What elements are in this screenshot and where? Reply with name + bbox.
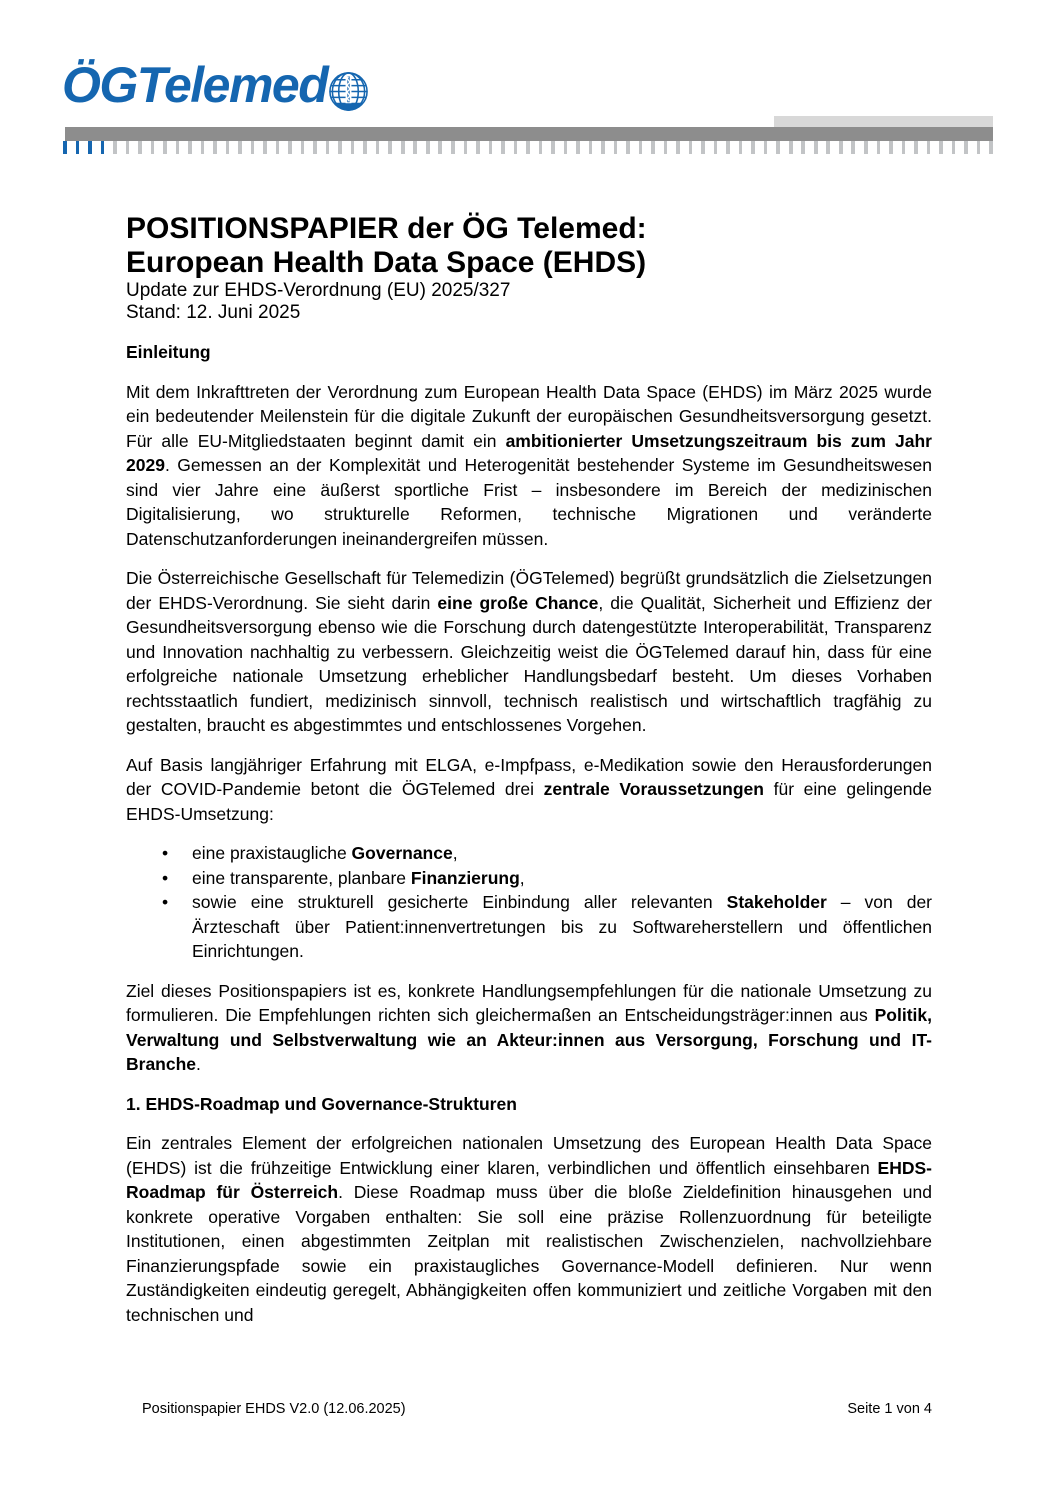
ruler-tick	[977, 141, 981, 154]
ruler-tick	[451, 141, 455, 154]
ruler-tick	[826, 141, 830, 154]
paragraph: Die Österreichische Gesellschaft für Telemedizin (ÖGTelemed) begrüßt grundsätzlich die Zielsetzungen der EHDS-Verordnung. Sie sieht darin eine große Chance, die Qualität, Sicherheit und Effizienz der Gesundheitsversorgung ebenso wie die Forschung durch datengestützte Interoperabilität, Transparenz und Innovation nachhaltig zu verbessern. Gleichzeitig weist die ÖGTelemed darauf hin, dass für eine erfolgreiche nationale Umsetzung erheblicher Handlungsbedarf besteht. Um dieses Vorhaben rechtsstaatlich fundiert, medizinisch sinnvoll, technisch realistisch und wirtschaftlich tragfähig zu gestalten, braucht es abgestimmtes und entschlossenes Vorgehen.	[126, 568, 932, 735]
subtitle-date: Stand: 12. Juni 2025	[126, 302, 301, 323]
ruler-tick	[138, 141, 142, 154]
ruler-tick	[263, 141, 267, 154]
ruler-tick	[927, 141, 931, 154]
list-item: • eine transparente, planbare Finanzierung,	[126, 866, 932, 891]
ruler-tick	[889, 141, 893, 154]
ruler-tick-blue	[101, 141, 105, 154]
ruler-tick	[338, 141, 342, 154]
ruler-tick	[276, 141, 280, 154]
ruler-tick	[639, 141, 643, 154]
ruler-tick	[388, 141, 392, 154]
title-line-1: POSITIONSPAPIER der ÖG Telemed:	[126, 212, 647, 245]
ruler-tick	[489, 141, 493, 154]
ruler-tick	[877, 141, 881, 154]
document-title	[126, 212, 932, 280]
ruler-tick	[864, 141, 868, 154]
ruler-tick	[213, 141, 217, 154]
ruler-tick-blue	[63, 141, 67, 154]
document-body	[126, 212, 932, 1342]
ruler-tick	[964, 141, 968, 154]
ruler-tick	[201, 141, 205, 154]
footer-page-number: Seite 1 von 4	[847, 1401, 932, 1417]
ruler-tick	[601, 141, 605, 154]
ruler-tick	[288, 141, 292, 154]
section-heading: Einleitung	[126, 342, 211, 362]
header-bar-light	[774, 116, 993, 127]
ruler-tick	[689, 141, 693, 154]
ruler-tick	[939, 141, 943, 154]
paragraph: Auf Basis langjähriger Erfahrung mit ELGA, e-Impfpass, e-Medikation sowie den Herausforderungen der COVID-Pandemie betont die ÖGTelemed drei zentrale Voraussetzungen für eine gelingende EHDS-Umsetzung:	[126, 754, 932, 824]
ruler-tick	[514, 141, 518, 154]
ruler-tick	[251, 141, 255, 154]
paragraph: Ziel dieses Positionspapiers ist es, konkrete Handlungsempfehlungen für die nationale Umsetzung zu formulieren. Die Empfehlungen richten sich gleichermaßen an Entscheidungsträger:innen aus Politik, Verwaltung und Selbstverwaltung wie an Akteur:innen aus Versorgung, Forschung und IT-Branche.	[126, 980, 932, 1074]
ruler-tick	[464, 141, 468, 154]
ruler-tick	[313, 141, 317, 154]
ruler-tick	[676, 141, 680, 154]
ruler-tick	[476, 141, 480, 154]
ruler-tick	[814, 141, 818, 154]
ruler-tick	[564, 141, 568, 154]
ruler-tick	[226, 141, 230, 154]
ruler-tick	[238, 141, 242, 154]
globe-asclepius-icon	[327, 70, 370, 113]
ruler-tick	[589, 141, 593, 154]
header-bar-dark	[65, 127, 993, 141]
ruler-tick	[902, 141, 906, 154]
ruler-tick	[401, 141, 405, 154]
ruler-tick	[726, 141, 730, 154]
footer-document-version: Positionspapier EHDS V2.0 (12.06.2025)	[142, 1401, 406, 1417]
ruler-tick	[113, 141, 117, 154]
ruler-tick	[952, 141, 956, 154]
ruler-tick	[413, 141, 417, 154]
ruler-tick	[851, 141, 855, 154]
section-heading: 1. EHDS-Roadmap und Governance-Strukturen	[126, 1093, 517, 1114]
bullet-list	[126, 841, 932, 964]
logo-text: ÖGTelemed	[62, 57, 328, 113]
ruler-tick	[539, 141, 543, 154]
ruler-tick-blue	[76, 141, 80, 154]
ruler-tick-blue	[88, 141, 92, 154]
ruler-tick	[326, 141, 330, 154]
paragraph: Mit dem Inkrafttreten der Verordnung zum European Health Data Space (EHDS) im März 2025 wurde ein bedeutender Meilenstein für die digitale Zukunft der europäischen Gesundheitsversorgung gesetzt. Für alle EU-Mitgliedstaaten beginnt damit ein ambitionierter Umsetzungszeitraum bis zum Jahr 2029. Gemessen an der Komplexität und Heterogenität bestehender Systeme im Gesundheitswesen sind vier Jahre eine äußerst sportliche Frist – insbesondere im Bereich der medizinischen Digitalisierung, wo strukturelle Reformen, technische Migrationen und veränderte Datenschutzanforderungen ineinandergreifen müssen.	[126, 381, 932, 549]
ruler-tick	[151, 141, 155, 154]
ruler-tick	[176, 141, 180, 154]
content-blocks	[126, 340, 932, 1327]
ruler-tick	[801, 141, 805, 154]
list-item: • eine praxistaugliche Governance,	[126, 841, 932, 866]
ruler-tick	[188, 141, 192, 154]
ruler-tick	[126, 141, 130, 154]
ruler-tick	[363, 141, 367, 154]
ruler-tick	[163, 141, 167, 154]
ruler-tick	[351, 141, 355, 154]
ruler-tick	[576, 141, 580, 154]
ruler-tick	[751, 141, 755, 154]
ruler-tick	[764, 141, 768, 154]
page-footer	[126, 1399, 932, 1419]
ruler-tick	[426, 141, 430, 154]
ruler-tick	[551, 141, 555, 154]
ruler-tick	[789, 141, 793, 154]
title-line-2: European Health Data Space (EHDS)	[126, 246, 647, 279]
ruler-tick	[776, 141, 780, 154]
ruler-tick	[839, 141, 843, 154]
ruler-tick	[651, 141, 655, 154]
ruler-tick	[989, 141, 993, 154]
paragraph: Ein zentrales Element der erfolgreichen nationalen Umsetzung des European Health Data Space (EHDS) ist die frühzeitige Entwicklung einer klaren, verbindlichen und öffentlich einsehbaren EHDS-Roadmap für Österreich. Diese Roadmap muss über die bloße Zieldefinition hinausgehen und konkrete operative Vorgaben enthalten: Sie soll eine präzise Rollenzuordnung für beteiligte Institutionen, einen abgestimmten Zeitplan mit realistischen Zwischenzielen, nachvollziehbare Finanzierungspfade sowie ein praxistaugliches Governance-Modell definieren. Nur wenn Zuständigkeiten eindeutig geregelt, Abhängigkeiten offen kommuniziert und zeitliche Vorgaben mit den technischen und	[126, 1133, 932, 1325]
ruler-tick	[626, 141, 630, 154]
list-item: • sowie eine strukturell gesicherte Einbindung aller relevanten Stakeholder – von der Ärzteschaft über Patient:innenvertretungen bis zu Softwareherstellern und öffentlichen Einrichtungen.	[126, 890, 932, 964]
ruler-tick	[526, 141, 530, 154]
ruler-tick	[739, 141, 743, 154]
ruler-tick	[714, 141, 718, 154]
subtitle-update: Update zur EHDS-Verordnung (EU) 2025/327	[126, 280, 511, 301]
ruler-tick	[664, 141, 668, 154]
ruler-tick	[614, 141, 618, 154]
ruler-tick	[376, 141, 380, 154]
ruler-tick	[501, 141, 505, 154]
ruler-tick	[301, 141, 305, 154]
ruler-tick	[701, 141, 705, 154]
ruler-ticks	[63, 141, 993, 154]
ruler-tick	[914, 141, 918, 154]
ruler-tick	[438, 141, 442, 154]
